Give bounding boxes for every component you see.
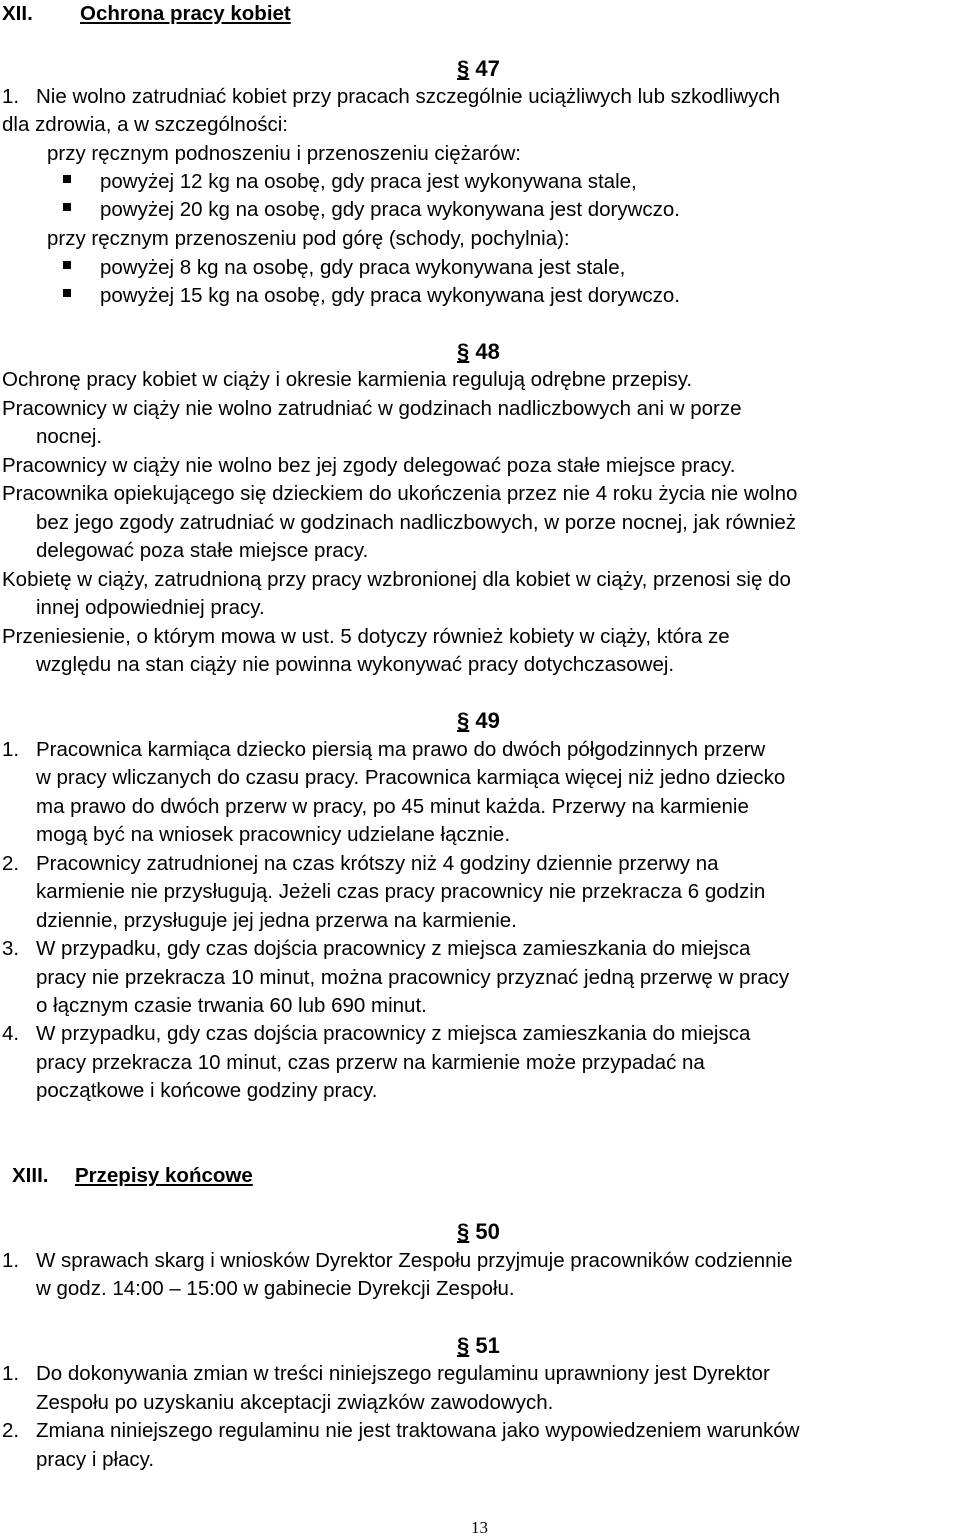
text-line: przy ręcznym przenoszeniu pod górę (schody, pochylnia): <box>47 227 570 250</box>
text-line: Zmiana niniejszego regulaminu nie jest traktowana jako wypowiedzeniem warunków <box>36 1419 800 1442</box>
list-number: 1. <box>2 1249 20 1272</box>
bullet-item: powyżej 12 kg na osobę, gdy praca jest wykonywana stale, <box>100 170 637 193</box>
text-line: przy ręcznym podnoszeniu i przenoszeniu ciężarów: <box>47 142 522 165</box>
list-number: 2. <box>2 852 20 875</box>
text-line: Kobietę w ciąży, zatrudnioną przy pracy wzbronionej dla kobiet w ciąży, przenosi się do <box>2 568 791 591</box>
bullet-square-icon <box>63 261 71 269</box>
text-line: nocnej. <box>36 425 103 448</box>
paragraph-number: 49 <box>475 708 500 733</box>
text-line: pracy przekracza 10 minut, czas przerw na karmienie może przypadać na <box>36 1051 705 1074</box>
bullet-item: powyżej 20 kg na osobę, gdy praca wykonywana jest dorywczo. <box>100 198 681 221</box>
text-line: W przypadku, gdy czas dojścia pracownicy z miejsca zamieszkania do miejsca <box>36 937 751 960</box>
section-sign: § <box>457 708 470 733</box>
section-sign: § <box>457 1219 470 1244</box>
text-line: Pracownika opiekującego się dzieckiem do ukończenia przez nie 4 roku życia nie wolno <box>2 482 798 505</box>
text-line: o łącznym czasie trwania 60 lub 690 minut. <box>36 994 427 1017</box>
paragraph-49-heading <box>457 709 500 733</box>
text-line: w godz. 14:00 – 15:00 w gabinecie Dyrekcji Zespołu. <box>36 1277 515 1300</box>
paragraph-48-heading <box>457 340 500 364</box>
text-line: delegować poza stałe miejsce pracy. <box>36 539 369 562</box>
list-number: 1. <box>2 85 20 108</box>
list-number: 2. <box>2 1419 20 1442</box>
section-13-title: Przepisy końcowe <box>75 1164 253 1187</box>
text-line: pracy nie przekracza 10 minut, można pracownicy przyznać jedną przerwę w pracy <box>36 966 790 989</box>
list-number: 1. <box>2 738 20 761</box>
bullet-square-icon <box>63 203 71 211</box>
bullet-item: powyżej 15 kg na osobę, gdy praca wykonywana jest dorywczo. <box>100 284 681 307</box>
paragraph-number: 47 <box>475 56 500 81</box>
section-12-title: Ochrona pracy kobiet <box>80 2 291 25</box>
section-13-number: XIII. <box>12 1164 49 1187</box>
text-line: innej odpowiedniej pracy. <box>36 596 265 619</box>
paragraph-51-heading <box>457 1334 500 1358</box>
section-sign: § <box>457 339 470 364</box>
paragraph-47-heading <box>457 57 500 81</box>
section-sign: § <box>457 1333 470 1358</box>
text-line: Pracownicy w ciąży nie wolno zatrudniać w godzinach nadliczbowych ani w porze <box>2 397 742 420</box>
text-line: Pracownica karmiąca dziecko piersią ma prawo do dwóch półgodzinnych przerw <box>36 738 766 761</box>
text-line: Ochronę pracy kobiet w ciąży i okresie karmienia regulują odrębne przepisy. <box>2 368 693 391</box>
text-line: Nie wolno zatrudniać kobiet przy pracach szczególnie uciążliwych lub szkodliwych <box>36 85 781 108</box>
section-sign: § <box>457 56 470 81</box>
text-line: W sprawach skarg i wniosków Dyrektor Zespołu przyjmuje pracowników codziennie <box>36 1249 793 1272</box>
list-number: 1. <box>2 1362 20 1385</box>
text-line: ma prawo do dwóch przerw w pracy, po 45 minut każda. Przerwy na karmienie <box>36 795 749 818</box>
text-line: Pracownicy zatrudnionej na czas krótszy niż 4 godziny dziennie przerwy na <box>36 852 719 875</box>
text-line: mogą być na wniosek pracownicy udzielane łącznie. <box>36 823 511 846</box>
text-line: W przypadku, gdy czas dojścia pracownicy z miejsca zamieszkania do miejsca <box>36 1022 751 1045</box>
text-line: karmienie nie przysługują. Jeżeli czas pracy pracownicy nie przekracza 6 godzin <box>36 880 766 903</box>
text-line: względu na stan ciąży nie powinna wykonywać pracy dotychczasowej. <box>36 653 675 676</box>
text-line: dziennie, przysługuje jej jedna przerwa na karmienie. <box>36 909 517 932</box>
text-line: Pracownicy w ciąży nie wolno bez jej zgody delegować poza stałe miejsce pracy. <box>2 454 736 477</box>
list-number: 3. <box>2 937 20 960</box>
bullet-square-icon <box>63 289 71 297</box>
text-line: Przeniesienie, o którym mowa w ust. 5 dotyczy również kobiety w ciąży, która ze <box>2 625 730 648</box>
section-12-number: XII. <box>2 2 33 25</box>
paragraph-50-heading <box>457 1220 500 1244</box>
text-line: bez jego zgody zatrudniać w godzinach nadliczbowych, w porze nocnej, jak również <box>36 511 797 534</box>
text-line: Zespołu po uzyskaniu akceptacji związków zawodowych. <box>36 1391 554 1414</box>
paragraph-number: 51 <box>475 1333 500 1358</box>
text-line: w pracy wliczanych do czasu pracy. Pracownica karmiąca więcej niż jedno dziecko <box>36 766 786 789</box>
text-line: początkowe i końcowe godziny pracy. <box>36 1079 378 1102</box>
text-line: dla zdrowia, a w szczególności: <box>2 113 288 136</box>
bullet-item: powyżej 8 kg na osobę, gdy praca wykonywana jest stale, <box>100 256 626 279</box>
list-number: 4. <box>2 1022 20 1045</box>
paragraph-number: 50 <box>475 1219 500 1244</box>
page-number: 13 <box>471 1518 488 1537</box>
text-line: Do dokonywania zmian w treści niniejszego regulaminu uprawniony jest Dyrektor <box>36 1362 770 1385</box>
bullet-square-icon <box>63 175 71 183</box>
text-line: pracy i płacy. <box>36 1448 155 1471</box>
paragraph-number: 48 <box>475 339 500 364</box>
